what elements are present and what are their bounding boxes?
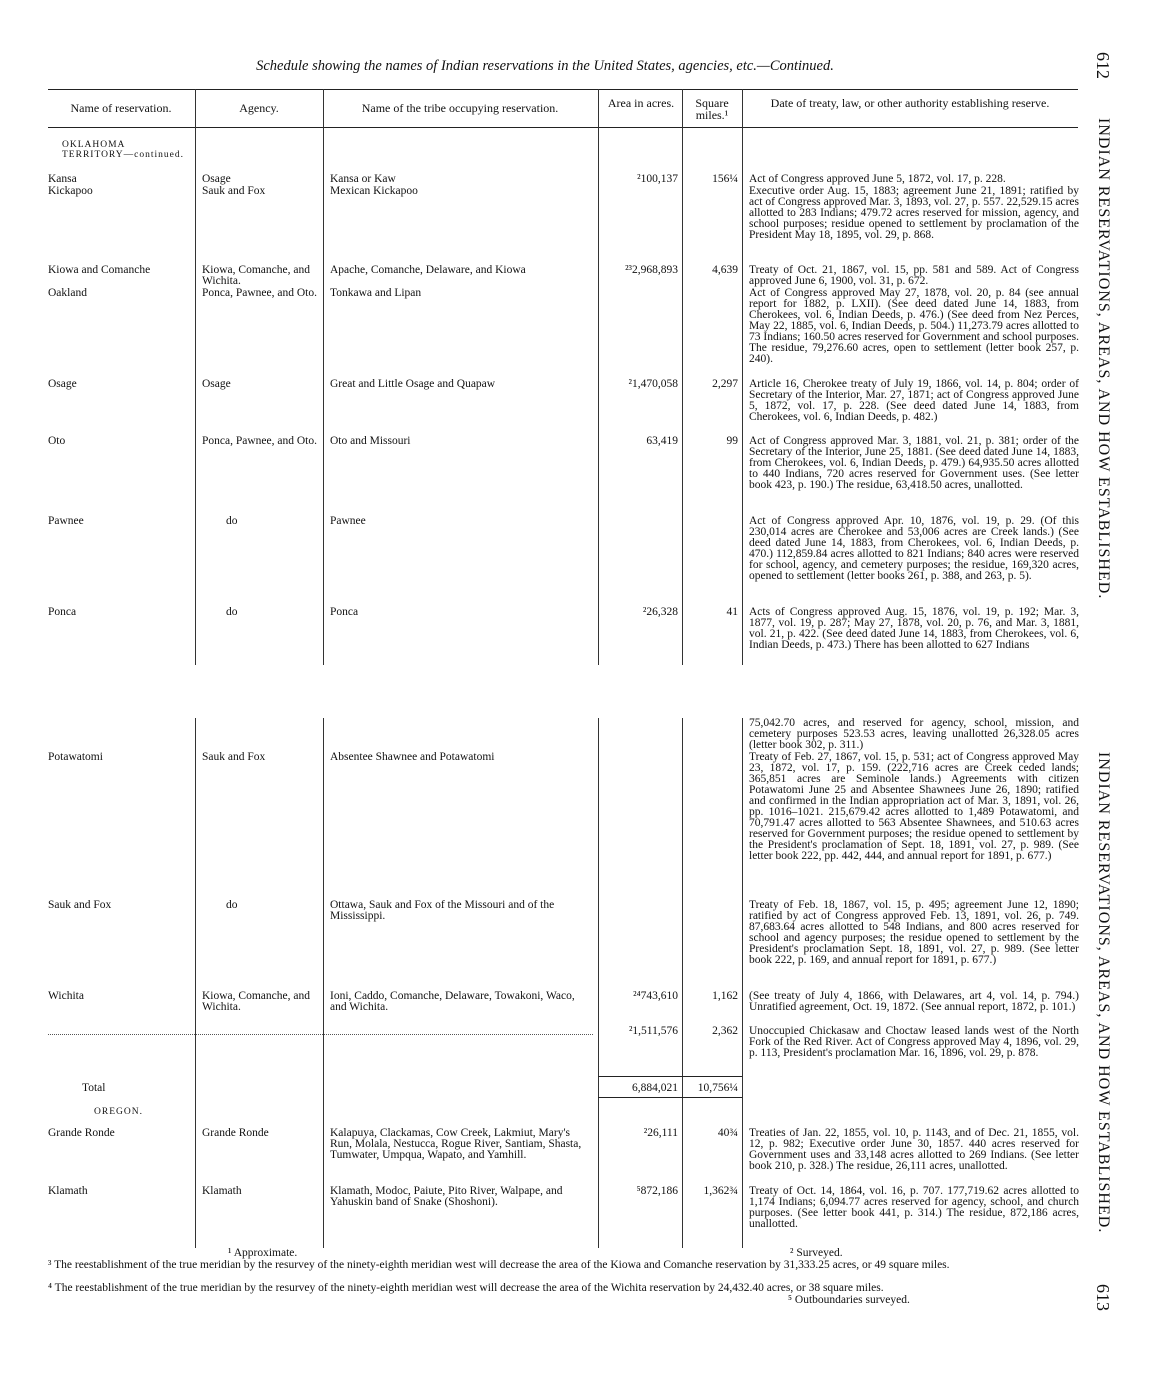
authority: Act of Congress approved June 5, 1872, vol. 17, p. 228.: [749, 173, 1006, 185]
agency: Sauk and Fox: [202, 751, 266, 763]
agency: Osage: [202, 378, 231, 390]
square-miles: 2,297: [712, 378, 738, 390]
agency: do: [226, 515, 238, 527]
page-title: Schedule showing the names of Indian reservations in the United States, agencies, etc.—Continued.: [256, 58, 834, 74]
running-head-bottom: INDIAN RESERVATIONS, AREAS, AND HOW ESTABLISHED.: [1095, 752, 1112, 1234]
footnote-2: ² Surveyed.: [790, 1247, 843, 1259]
reservation-name: Klamath: [48, 1185, 88, 1197]
col-rule: [598, 89, 599, 665]
authority: Treaties of Jan. 22, 1855, vol. 10, p. 1143, and of Dec. 21, 1855, vol. 12, p. 982; Executive order June 30, 1857. 440 acres reserved for Government uses and 33,148 acres allotted to 269 Indians. (See letter book 210, p. 328.) The residue, 26,111 acres, unallotted.: [749, 1127, 1079, 1172]
square-miles: 1,162: [712, 990, 738, 1002]
tribe: Kalapuya, Clackamas, Cow Creek, Lakmiut, Mary's Run, Molala, Nestucca, Rogue River, Santiam, Shasta, Tumwater, Umpqua, Wapato, and Yamhill.: [330, 1127, 582, 1161]
authority: (See treaty of July 4, 1866, with Delawares, art 4, vol. 14, p. 794.) Unratified agreement, Oct. 19, 1872. (See annual report, 1872, p. 101.): [749, 990, 1079, 1013]
reservation-name: Ponca: [48, 606, 77, 618]
tribe: Great and Little Osage and Quapaw: [330, 378, 496, 390]
total-rule-top: [598, 1076, 742, 1077]
authority: Act of Congress approved Apr. 10, 1876, vol. 19, p. 29. (Of this 230,014 acres are Cherokee and 53,006 acres are Creek lands.) (See deed dated June 14, 1883, from Cherokees, vol. 6, Indian Deeds, p. 470.) 112,859.84 acres allotted to 821 Indians; 840 acres were reserved for school, agency, and cemetery purposes; the residue, 169,320 acres, opened to settlement (letter books 261, p. 388, and 263, p. 5).: [749, 515, 1079, 582]
square-miles: 41: [726, 606, 738, 618]
reservation-name: Potawatomi: [48, 751, 103, 763]
col-rule: [323, 89, 324, 665]
authority: Treaty of Feb. 18, 1867, vol. 15, p. 495; agreement June 12, 1890; ratified by act of Congress approved Feb. 13, 1891, vol. 26, p. 749. 87,683.64 acres allotted to 548 Indians, and 800 acres reserved for school and agency purposes; the residue opened to settlement by the President's proclamation Sept. 18, 1891, vol. 27, p. 989. (See letter book 222, p. 169, and annual report for 1891, p. 677.): [749, 899, 1079, 966]
header-rule-top: [48, 89, 1078, 90]
header-rule-bottom: [48, 127, 1078, 128]
total-label: Total: [82, 1082, 106, 1094]
reservation-name: Kickapoo: [48, 185, 93, 197]
square-miles: 4,639: [712, 264, 738, 276]
area-acres: ²1,511,576: [628, 1025, 678, 1037]
footnote-5: ⁵ Outboundaries surveyed.: [788, 1294, 910, 1306]
agency: Kiowa, Comanche, and Wichita.: [202, 990, 310, 1013]
authority: Acts of Congress approved Aug. 15, 1876, vol. 19, p. 192; Mar. 3, 1877, vol. 19, p. 287; May 27, 1878, vol. 20, p. 76, and Mar. 3, 1881, vol. 21, p. 422. (See deed dated June 14, 1883, from Cherokees, vol. 6, Indian Deeds, p. 473.) There has been allotted to 627 Indians: [749, 606, 1079, 651]
reservation-name: Oto: [48, 435, 66, 447]
col-rule: [742, 89, 743, 665]
authority: Unoccupied Chickasaw and Choctaw leased lands west of the North Fork of the Red River. Act of Congress approved May 4, 1896, vol. 29, p. 113, President's proclamation Mar. 16, 1896, vol. 29, p. 878.: [749, 1025, 1079, 1059]
tribe: Oto and Missouri: [330, 435, 411, 447]
total-area: 6,884,021: [632, 1082, 678, 1094]
agency: do: [226, 899, 238, 911]
tribe: Kansa or Kaw: [330, 173, 396, 185]
page-number-top: 612: [1093, 52, 1113, 79]
reservation-name: Oakland: [48, 287, 87, 299]
authority: Act of Congress approved Mar. 3, 1881, vol. 21, p. 381; order of the Secretary of the Interior, June 25, 1881. (See deed dated June 14, 1883, from Cherokees, vol. 6, Indian Deeds, p. 479.) 64,935.50 acres allotted to 440 Indians, 720 acres reserved for Government uses. (See letter book 423, p. 190.) The residue, 63,418.50 acres, unallotted.: [749, 435, 1079, 491]
col-rule: [195, 718, 196, 1248]
col-rule: [742, 718, 743, 1248]
reservation-name: Wichita: [48, 990, 84, 1002]
col-rule: [682, 89, 683, 665]
area-acres: ²26,111: [643, 1127, 678, 1139]
col-rule: [323, 718, 324, 1248]
reservation-name: Pawnee: [48, 515, 84, 527]
agency: Kiowa, Comanche, and Wichita.: [202, 264, 310, 287]
square-miles: 2,362: [712, 1025, 738, 1037]
col-rule: [195, 89, 196, 665]
reservation-name: Osage: [48, 378, 77, 390]
tribe: Tonkawa and Lipan: [330, 287, 422, 299]
area-acres: ²1,470,058: [628, 378, 678, 390]
header-tribe: Name of the tribe occupying reservation.: [361, 101, 559, 115]
authority: Executive order Aug. 15, 1883; agreement June 21, 1891; ratified by act of Congress approved Mar. 3, 1893, vol. 27, p. 557. 22,529.15 acres allotted to 283 Indians; 479.72 acres reserved for mission, agency, and school purposes; residue opened to settlement by proclamation of the President May 18, 1895, vol. 29, p. 868.: [749, 185, 1079, 241]
area-acres: ²³2,968,893: [625, 264, 678, 276]
header-area: Area in acres.: [607, 96, 675, 110]
square-miles: 99: [726, 435, 738, 447]
leader-dots: [48, 1026, 593, 1035]
agency: do: [226, 606, 238, 618]
agency: Grande Ronde: [202, 1127, 269, 1139]
header-sqmi: Square miles.¹: [695, 96, 729, 122]
tribe: Pawnee: [330, 515, 366, 527]
reservation-name: Kansa: [48, 173, 77, 185]
col-rule: [598, 718, 599, 1248]
footnote-4: ⁴ The reestablishment of the true meridian by the resurvey of the ninety-eighth meridian west will decrease the area of the Wichita reservation by 24,432.40 acres, or 38 square miles.: [48, 1282, 884, 1294]
area-acres: ⁵872,186: [636, 1185, 678, 1197]
agency: Ponca, Pawnee, and Oto.: [202, 435, 317, 447]
header-agency: Agency.: [239, 101, 279, 115]
authority: Article 16, Cherokee treaty of July 19, 1866, vol. 14, p. 804; order of Secretary of the Interior, Mar. 27, 1871; act of Congress approved June 5, 1872, vol. 17, p. 228. (See deed dated June 14, 1883, from Cherokees, vol. 6, Indian Deeds, p. 482.): [749, 378, 1079, 423]
total-rule-bottom: [598, 1097, 742, 1098]
running-head-top: INDIAN RESERVATIONS, AREAS, AND HOW ESTABLISHED.: [1095, 118, 1112, 600]
authority: Treaty of Oct. 14, 1864, vol. 16, p. 707. 177,719.62 acres allotted to 1,174 Indians; 6,094.77 acres reserved for agency, school, and church purposes. (See letter book 441, p. 314.) The residue, 872,186 acres, unallotted.: [749, 1185, 1079, 1230]
col-rule: [682, 718, 683, 1248]
square-miles: 156¼: [712, 173, 738, 185]
reservation-name: Grande Ronde: [48, 1127, 115, 1139]
agency: Ponca, Pawnee, and Oto.: [202, 287, 317, 299]
square-miles: 40¾: [717, 1127, 738, 1139]
section-heading: OKLAHOMA TERRITORY—continued.: [62, 140, 184, 160]
square-miles: 1,362¾: [703, 1185, 738, 1197]
area-acres: ²100,137: [637, 173, 678, 185]
tribe: Ponca: [330, 606, 359, 618]
authority: Act of Congress approved May 27, 1878, vol. 20, p. 84 (see annual report for 1882, p. LXII). (See deed dated June 14, 1883, from Cherokees, vol. 6, Indian Deeds, p. 476.) (See deed from Nez Perces, May 22, 1885, vol. 6, Indian Deeds, p. 504.) 11,273.79 acres allotted to 73 Indians; 160.50 acres reserved for Government and school purposes. The residue, 79,276.60 acres, open to settlement (letter book 257, p. 240).: [749, 287, 1079, 365]
section-heading: OREGON.: [94, 1107, 143, 1117]
footnote-3: ³ The reestablishment of the true meridian by the resurvey of the ninety-eighth meridian west will decrease the area of the Kiowa and Comanche reservation by 31,333.25 acres, or 49 square miles.: [48, 1259, 950, 1271]
reservation-name: Sauk and Fox: [48, 899, 112, 911]
area-acres: ²⁴743,610: [633, 990, 678, 1002]
header-name: Name of reservation.: [70, 101, 172, 115]
authority: Treaty of Feb. 27, 1867, vol. 15, p. 531; act of Congress approved May 23, 1872, vol. 17, p. 159. (222,716 acres are Creek ceded lands; 365,851 acres are Seminole lands.) Agreements with citizen Potawatomi June 25 and Absentee Shawnees June 26, 1890; ratified and confirmed in the Indian appropriation act of Mar. 3, 1891, vol. 26, pp. 1016–1021. 215,679.42 acres allotted to 1,489 Potawatomi, and 70,791.47 acres allotted to 563 Absentee Shawnees, and 510.63 acres reserved for Government purposes; the residue opened to settlement by the President's proclamation of Sept. 18, 1891, vol. 27, p. 989. (See letter book 222, pp. 442, 444, and annual report for 1891, p. 677.): [749, 751, 1079, 862]
area-acres: 63,419: [646, 435, 678, 447]
tribe: Absentee Shawnee and Potawatomi: [330, 751, 495, 763]
reservation-name: Kiowa and Comanche: [48, 264, 151, 276]
page-number-bottom: 613: [1093, 1284, 1113, 1311]
authority: Treaty of Oct. 21, 1867, vol. 15, pp. 581 and 589. Act of Congress approved June 6, 1900, vol. 31, p. 672.: [749, 264, 1079, 287]
tribe: Apache, Comanche, Delaware, and Kiowa: [330, 264, 526, 276]
area-acres: ²26,328: [642, 606, 678, 618]
tribe: Mexican Kickapoo: [330, 185, 418, 197]
agency: Osage: [202, 173, 231, 185]
header-date: Date of treaty, law, or other authority establishing reserve.: [770, 96, 1050, 110]
tribe: Klamath, Modoc, Paiute, Pito River, Walpape, and Yahuskin band of Snake (Shoshoni).: [330, 1185, 563, 1208]
authority-continued: 75,042.70 acres, and reserved for agency, school, mission, and cemetery purposes 523.53 acres, leaving unallotted 26,328.05 acres (letter book 302, p. 311.): [749, 717, 1079, 751]
tribe: Ottawa, Sauk and Fox of the Missouri and of the Mississippi.: [330, 899, 555, 922]
agency: Klamath: [202, 1185, 242, 1197]
agency: Sauk and Fox: [202, 185, 266, 197]
total-sqmi: 10,756¼: [697, 1082, 738, 1094]
footnote-1: ¹ Approximate.: [228, 1247, 298, 1259]
tribe: Ioni, Caddo, Comanche, Delaware, Towakoni, Waco, and Wichita.: [330, 990, 575, 1013]
